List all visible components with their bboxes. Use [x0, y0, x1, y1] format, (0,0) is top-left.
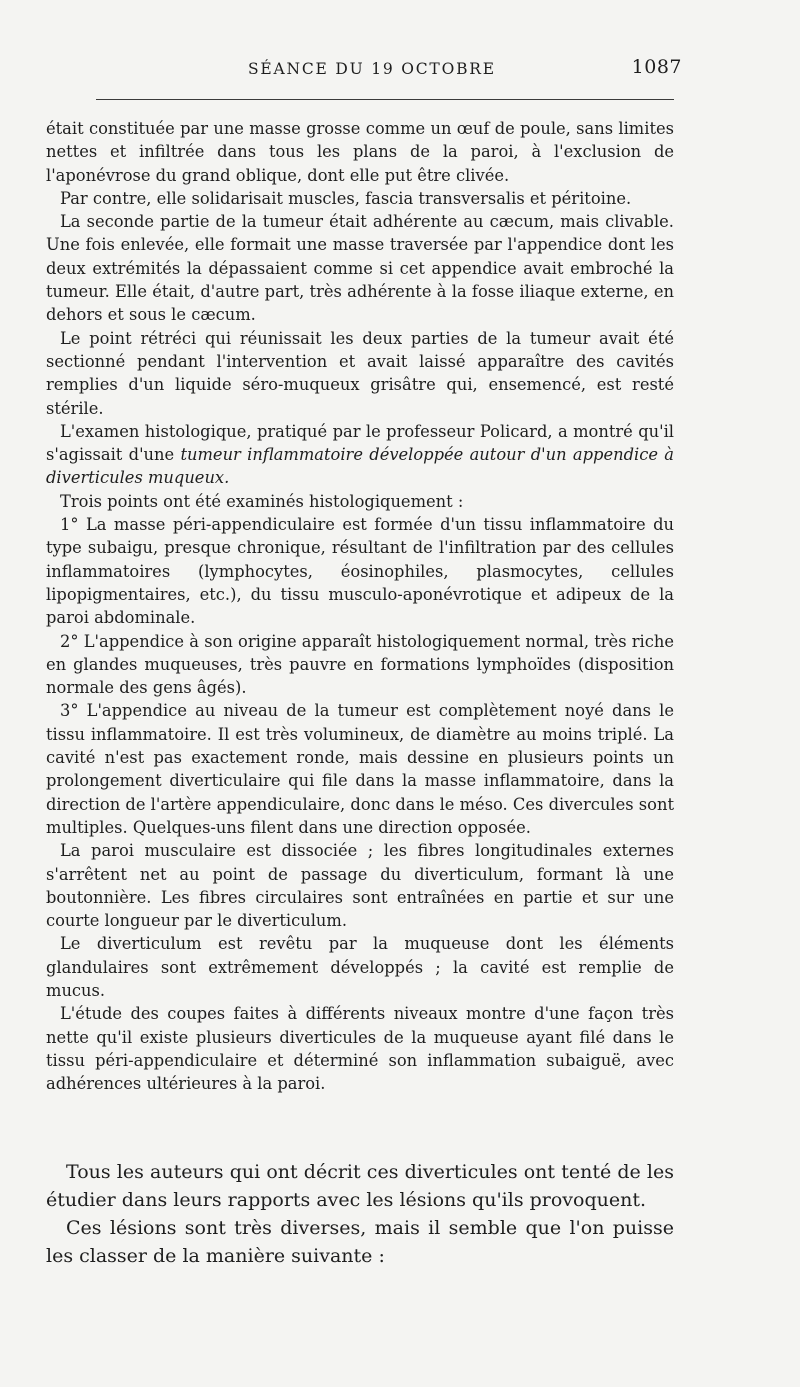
running-title: SÉANCE DU 19 OCTOBRE: [248, 60, 496, 78]
body-text: [46, 117, 674, 1095]
paragraph: était constituée par une masse grosse comme un œuf de poule, sans limites nettes et infiltrée dans tous les plans de la paroi, à l'exclusion de l'aponévrose du grand oblique, dont elle put être clivée.: [46, 119, 674, 185]
histology-paragraph: [46, 420, 674, 490]
histology-diagnosis: tumeur inflammatoire développée autour d'un appendice à diverticules muqueux.: [46, 445, 674, 488]
paragraph: 3° L'appendice au niveau de la tumeur est complètement noyé dans le tissu inflammatoire. Il est très volumineux, de diamètre au moins triplé. La cavité n'est pas exactement ronde, mais dessine en plusieurs points un prolongement diverticulaire qui file dans la masse inflammatoire, dans la direction de l'artère appendiculaire, donc dans le méso. Ces divercules sont multiples. Quelques-uns filent dans une direction opposée.: [46, 701, 674, 837]
paragraph: Trois points ont été examinés histologiquement :: [60, 491, 464, 511]
histology-text: L'examen histologique, pratiqué par le professeur Policard, a montré qu'il s'agissait d'une: [46, 421, 674, 465]
paragraph: Le point rétréci qui réunissait les deux parties de la tumeur avait été sectionné pendant l'intervention et avait laissé apparaître des cavités remplies d'un liquide séro-muqueux grisâtre qui, ensemencé, est resté stérile.: [46, 328, 674, 418]
paragraph: 1° La masse péri-appendiculaire est formée d'un tissu inflammatoire du type subaigu, presque chronique, résultant de l'infiltration par des cellules inflammatoires (lymphocytes, éosinophiles, plasmocytes, cellules lipopigmentaires, etc.), du tissu musculo-aponévrotique et adipeux de la paroi abdominale.: [46, 515, 674, 628]
page-number: 1087: [631, 56, 682, 78]
paragraph: Par contre, elle solidarisait muscles, fascia transversalis et péritoine.: [60, 188, 632, 208]
large-text: [46, 1158, 674, 1270]
paragraph: Le diverticulum est revêtu par la muqueuse dont les éléments glandulaires sont extrêmement développés ; la cavité est remplie de mucus.: [46, 934, 674, 1000]
paragraph: La seconde partie de la tumeur était adhérente au cæcum, mais clivable. Une fois enlevée, elle formait une masse traversée par l'appendice dont les deux extrémités la dépassaient comme si cet appendice avait embroché la tumeur. Elle était, d'autre part, très adhérente à la fosse iliaque externe, en dehors et sous le cæcum.: [46, 212, 674, 325]
paragraph: 2° L'appendice à son origine apparaît histologiquement normal, très riche en glandes muqueuses, très pauvre en formations lymphoïdes (disposition normale des gens âgés).: [46, 631, 674, 698]
paragraph: Ces lésions sont très diverses, mais il semble que l'on puisse les classer de la manière suivante :: [46, 1217, 674, 1267]
paragraph: La paroi musculaire est dissociée ; les fibres longitudinales externes s'arrêtent net au point de passage du diverticulum, formant là une boutonnière. Les fibres circulaires sont entraînées en partie et sur une courte longueur par le diverticulum.: [46, 841, 674, 931]
page-header: [96, 56, 682, 86]
paragraph: L'étude des coupes faites à différents niveaux montre d'une façon très nette qu'il existe plusieurs diverticules de la muqueuse ayant filé dans le tissu péri-appendiculaire et déterminé son inflammation subaiguë, avec adhérences ultérieures à la paroi.: [46, 1004, 674, 1094]
paragraph: Tous les auteurs qui ont décrit ces diverticules ont tenté de les étudier dans leurs rapports avec les lésions qu'ils provoquent.: [46, 1161, 674, 1211]
header-rule: [96, 99, 674, 100]
